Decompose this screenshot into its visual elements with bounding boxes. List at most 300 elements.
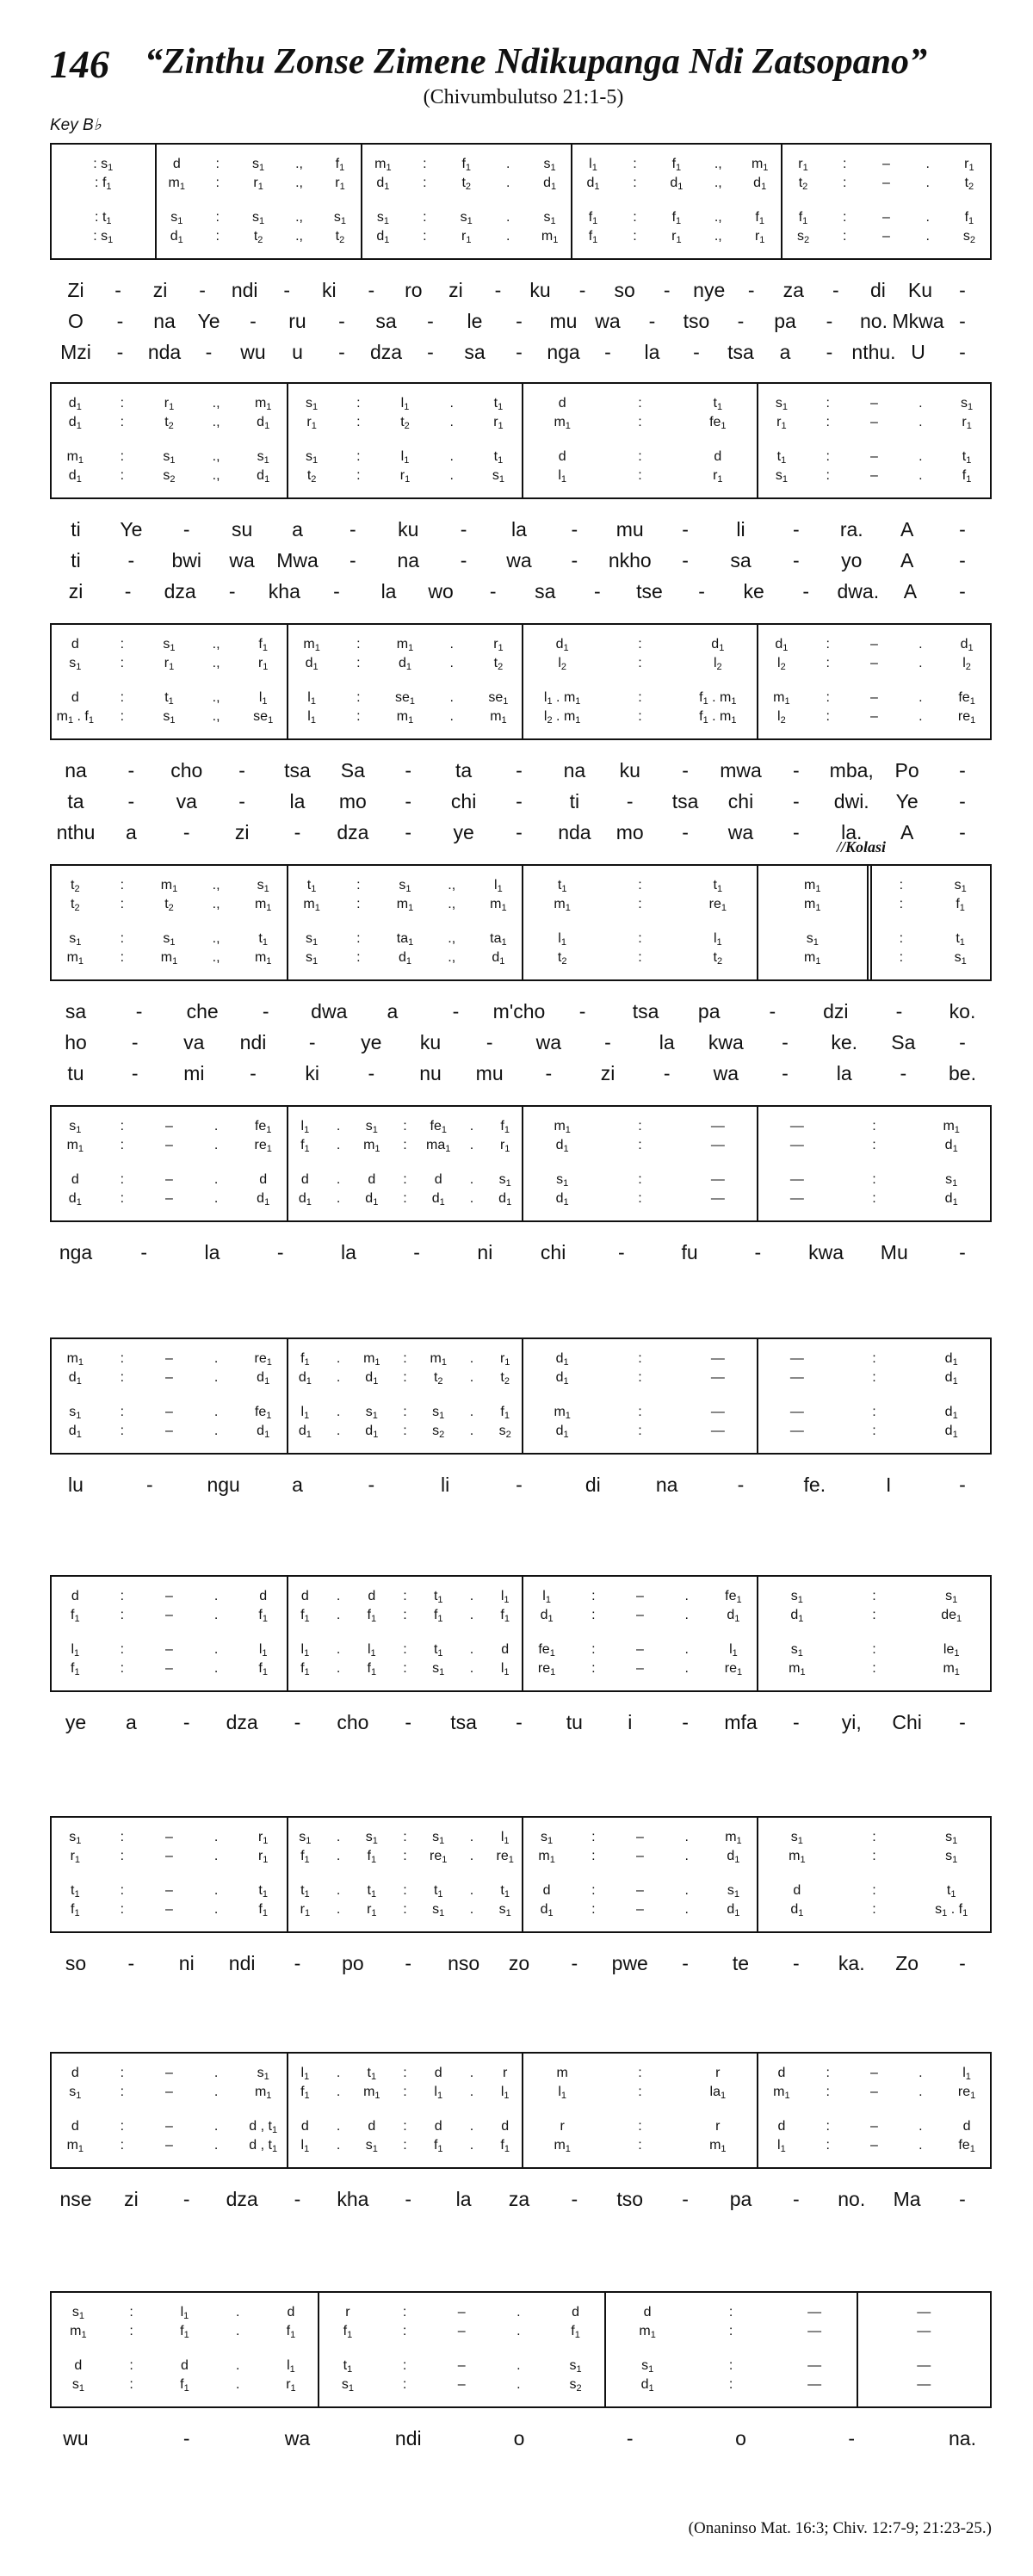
syllable: o [735,2427,746,2449]
soprano-line: $m_1$ [804,878,821,894]
hyphen: - [182,2188,190,2210]
syllable: tsa [727,341,754,363]
measure [522,384,757,497]
lyric-line [50,279,992,305]
soprano-line: d . d : $t_1$ . $l_1$ [300,1589,510,1605]
bass-line: $re_1$ : – . $re_1$ [537,1661,743,1677]
syllable: ni [477,1241,493,1263]
tenor-line: d : $t_1$ [793,1883,956,1900]
syllable: mi [183,1062,205,1084]
syllable: chi [727,790,754,812]
syllable: dwa [311,1000,348,1022]
hyphen: - [250,1062,257,1084]
syllable: su [231,518,253,541]
hyphen: - [124,580,132,602]
hyphen: - [571,549,578,571]
bass-line: $d_1$ : $t_2$ ., $t_2$ [170,229,345,245]
lyric-line [50,518,992,544]
measure [757,384,990,497]
syllable: wu [63,2427,89,2449]
syllable: ye [453,821,474,843]
hyphen: - [205,341,213,363]
tenor-line: $s_1$ : $l_1$ . $t_1$ [306,449,504,466]
soprano-line: $d_1$ : – . $d_1$ [775,637,974,653]
measure [52,2054,287,2167]
hyphen: - [959,518,966,541]
bass-line: $d_1$ : $s_2$ ., $d_1$ [68,468,270,485]
hyphen: - [802,580,810,602]
syllable: tse [636,580,663,602]
tenor-line: $s_1$ : $s_1$ ., $s_1$ [170,210,347,226]
measure [52,1107,287,1220]
syllable: U [911,341,925,363]
hyphen: - [793,549,800,571]
bass-line: $r_1$ . $r_1$ : $s_1$ . $s_1$ [300,1902,511,1918]
measure [287,866,522,979]
soprano-line: $t_1$ : $t_1$ [557,878,723,894]
music-system [50,1816,992,1978]
bass-line: $d_1$ . $d_1$ : $s_2$ . $s_2$ [298,1424,511,1440]
syllable: po [342,1952,364,1974]
hyphen: - [405,790,412,812]
alto-line: — [917,2324,931,2338]
bass-line: $m_1$ : – . d , $t_1$ [66,2138,278,2154]
syllable: ke. [831,1031,857,1053]
hyphen: - [145,1473,153,1496]
measure [604,2293,857,2406]
measure [155,145,361,258]
alto-line: $d_1$ . $d_1$ : $t_2$ . $t_2$ [298,1370,510,1387]
alto-line: $m_1$ : — [639,2324,822,2340]
syllable: sa [464,341,486,363]
syllable: la [340,1241,356,1263]
syllable: ye [361,1031,382,1053]
soprano-line: $m_1$ : – . $re_1$ [66,1351,272,1368]
syllable: zi [234,821,250,843]
lyrics-block [50,759,992,847]
syllable: ti [71,549,81,571]
hyphen: - [769,1000,776,1022]
syllable: pa [697,1000,721,1022]
music-system [50,382,992,606]
measure [52,1818,287,1931]
measure [757,1107,990,1220]
hyphen: - [489,580,497,602]
soprano-line: $m_1$ : $f_1$ . $s_1$ [374,157,556,173]
measure [52,1577,287,1690]
measure [757,2054,990,2167]
footer-reference: (Onaninso Mat. 16:3; Chiv. 12:7-9; 21:23-25.) [688,2519,992,2537]
syllable: pwe [611,1952,648,1974]
soprano-line: $s_1$ : $s_1$ [790,1830,958,1846]
bass-line: $l_2$ : – . $re_1$ [777,709,976,726]
measure [52,145,155,258]
music-system [50,143,992,367]
measure [287,1339,522,1453]
soprano-line: d : $s_1$ ., $f_1$ [172,157,345,173]
syllable: sa [535,580,556,602]
tenor-line: : $t_1$ [95,210,112,226]
lyric-line [50,2188,992,2214]
hyphen: - [959,341,966,363]
syllable: ta [455,759,473,781]
syllable: nga [59,1241,93,1263]
soprano-line: d : $t_1$ [558,396,723,412]
syllable: za [782,279,804,301]
syllable: nga [547,341,580,363]
syllable: nda [558,821,591,843]
hyphen: - [682,821,689,843]
tenor-line: $f_1$ : – . $f_1$ [798,210,974,226]
tenor-line: $s_1$ [806,931,819,948]
syllable: li [736,518,745,541]
alto-line: $m_1$ : $re_1$ [554,897,727,913]
syllable: mba, [829,759,874,781]
hyphen: - [114,279,121,301]
hyphen: - [826,341,833,363]
syllable: nso [448,1952,480,1974]
tonic-solfa-staff [50,382,992,499]
alto-line: $d_1$ : $t_2$ ., $d_1$ [68,415,270,431]
syllable: che [186,1000,219,1022]
hyphen: - [127,790,135,812]
syllable: kwa [808,1241,844,1263]
syllable: va [176,790,197,812]
syllable: Mu [880,1241,908,1263]
hyphen: - [516,1711,523,1733]
hyphen: - [959,759,966,781]
tenor-line: d : d . $l_1$ [74,2358,295,2375]
lyric-line [50,1241,992,1267]
lyric-line [50,759,992,785]
hyphen: - [131,1062,139,1084]
syllable: la [289,790,306,812]
soprano-line: d : $s_1$ ., $f_1$ [71,637,268,653]
syllable: ki [305,1062,319,1084]
alto-line: $l_1$ : $la_1$ [558,2085,727,2101]
soprano-line: m : r [556,2066,721,2080]
lyrics-block [50,2427,992,2453]
hyphen: - [682,1952,689,1974]
tenor-line: — : $d_1$ [789,1405,958,1421]
syllable: ni [178,1952,195,1974]
syllable: ru [288,310,306,332]
syllable: nda [147,341,182,363]
tenor-line: $t_1$ . $t_1$ : $t_1$ . $t_1$ [300,1883,510,1900]
hyphen: - [333,580,340,602]
bass-line: : $s_1$ [93,229,114,245]
tenor-line: $l_1$ . $l_1$ : $t_1$ . d [300,1642,510,1659]
soprano-line: $l_1$ . $t_1$ : d . r [300,2066,508,2082]
syllable: na [153,310,176,332]
tenor-line: d : – . d [71,1172,268,1187]
hyphen: - [276,1241,284,1263]
measure [867,866,990,979]
hyphen: - [832,279,839,301]
tenor-line: $f_1$ : $f_1$ ., $f_1$ [588,210,764,226]
syllable: Ye [120,518,143,541]
measure [287,1107,522,1220]
tenor-line: $m_1$ : $s_1$ ., $s_1$ [66,449,269,466]
hyphen: - [127,549,135,571]
syllable: Ku [907,279,933,301]
soprano-line: — : $m_1$ [789,1119,960,1135]
hyphen: - [698,580,705,602]
syllable: mwa [720,759,762,781]
syllable: kwa [708,1031,744,1053]
tenor-line: $l_1$ : – . $l_1$ [71,1642,268,1659]
measure [287,384,522,497]
hyphen: - [626,2427,634,2449]
measure [287,625,522,738]
syllable: Zi [67,279,84,301]
syllable: ku [619,759,640,781]
syllable: dza [226,1711,258,1733]
hyphen: - [516,821,523,843]
measure [757,1577,990,1690]
measure [757,1818,990,1931]
syllable: I [885,1473,892,1496]
hyphen: - [959,1473,966,1496]
tonic-solfa-staff [50,2291,992,2408]
hyphen: - [182,518,190,541]
syllable: nthu. [851,341,896,363]
alto-line: : $f_1$ [95,176,112,192]
hyphen: - [427,310,434,332]
alto-line: $m_1$ : – . $d_1$ [538,1849,740,1865]
syllable: ndi [239,1031,267,1053]
tenor-line: $l_1$ : $l_1$ [558,931,722,948]
tonic-solfa-staff [50,1337,992,1455]
hyphen: - [182,1711,190,1733]
alto-line: $f_1$ . $f_1$ : $f_1$ . $f_1$ [300,1608,510,1624]
alto-line: $d_1$ : $t_2$ . $d_1$ [376,176,557,192]
lyric-line [50,1062,992,1088]
syllable: la [455,2188,472,2210]
syllable: la [511,518,527,541]
syllable: wa [727,821,754,843]
tenor-line: $s_1$ : — [556,1172,725,1189]
bass-line: $d_1$ . $d_1$ : $d_1$ . $d_1$ [298,1191,512,1208]
music-system [50,838,992,1088]
bass-line: $s_2$ : – . $s_2$ [796,229,975,245]
alto-line: $m_1$ : $f_1$ . $f_1$ [70,2324,296,2340]
syllable: ko. [949,1000,976,1022]
syllable: di [869,279,886,301]
tenor-line: — : $s_1$ [789,1172,958,1189]
syllable: dwi. [833,790,869,812]
alto-line: $f_1$ . $m_1$ : $l_1$ . $l_1$ [300,2085,510,2101]
lyrics-block [50,1952,992,1978]
hyphen: - [349,549,356,571]
bass-line: $f_1$ : – . $f_1$ [71,1902,268,1918]
syllable: nse [59,2188,92,2210]
hyphen: - [228,580,236,602]
hyphen: - [663,1062,671,1084]
tonic-solfa-staff [50,623,992,740]
music-system [50,623,992,847]
bass-line: $s_1$ : $d_1$ ., $d_1$ [306,950,505,967]
hyphen: - [663,279,671,301]
syllable: zi [152,279,168,301]
syllable: bwi [171,549,202,571]
hyphen: - [460,518,467,541]
soprano-line: $r_1$ : – . $r_1$ [798,157,974,173]
syllable: wo [428,580,454,602]
hyphen: - [338,310,345,332]
syllable: chi [450,790,477,812]
tenor-line: $s_1$ : – . $fe_1$ [69,1405,272,1421]
syllable: a [125,821,137,843]
syllable: tsa [284,759,311,781]
lyrics-block [50,1473,992,1499]
syllable: lu [68,1473,84,1496]
syllable: ti [71,518,81,541]
soprano-line: $s_1$ : $l_1$ . $t_1$ [306,396,504,412]
hyphen: - [368,279,375,301]
hyphen: - [959,2188,966,2210]
soprano-line: $t_1$ : $s_1$ ., $l_1$ [306,878,503,894]
hyphen: - [135,1000,143,1022]
hyphen: - [826,310,833,332]
bass-line: $l_1$ : $m_1$ . $m_1$ [307,709,507,726]
syllable: ho [65,1031,87,1053]
syllable: na. [949,2427,976,2449]
hyphen: - [793,790,800,812]
hyphen: - [793,821,800,843]
hyphen: - [618,1241,625,1263]
syllable: Ma [893,2188,921,2210]
bass-line: $f_1$ : $r_1$ ., $r_1$ [588,229,765,245]
soprano-line: $l_1$ . $s_1$ : $fe_1$ . $f_1$ [300,1119,510,1135]
hyphen: - [116,341,124,363]
hyphen: - [238,759,245,781]
measure [287,2054,522,2167]
hyphen: - [959,790,966,812]
lyric-line [50,341,992,367]
chorus-marker: //Kolasi [837,838,887,856]
syllable: a [387,1000,399,1022]
syllable: a [125,1711,137,1733]
syllable: mu [475,1062,504,1084]
soprano-line: $d_1$ : $d_1$ [555,637,725,653]
hyphen: - [116,310,124,332]
hyphen: - [182,2427,190,2449]
syllable: la. [841,821,863,843]
bass-line: $t_2$ : $t_2$ [557,950,723,967]
syllable: Mkwa [892,310,944,332]
tenor-line: $l_1$ : $se_1$ . $se_1$ [307,690,509,707]
syllable: yo [841,549,863,571]
syllable: wa [713,1062,739,1084]
hyphen: - [693,341,700,363]
hyphen: - [283,279,291,301]
hyphen: - [578,279,586,301]
syllable: cho [337,1711,369,1733]
syllable: pa [774,310,796,332]
hyphen: - [793,518,800,541]
hyphen: - [571,1952,578,1974]
measure [522,625,757,738]
bass-line: $d_1$ : — [555,1424,725,1440]
hyphen: - [604,1031,611,1053]
tenor-line: $s_1$ : $s_1$ ., $t_1$ [69,931,268,948]
syllable: o [513,2427,525,2449]
alto-line: $r_1$ : – . $r_1$ [70,1849,269,1865]
syllable: be. [949,1062,976,1084]
syllable: di [585,1473,601,1496]
music-system [50,1575,992,1737]
hyphen: - [959,1031,966,1053]
soprano-line: $s_1$ : – . $s_1$ [775,396,974,412]
soprano-line: $t_2$ : $m_1$ ., $s_1$ [71,878,269,894]
tenor-line: $m_1$ : — [554,1405,725,1421]
hyphen: - [959,310,966,332]
alto-line: $d_1$ : — [555,1370,725,1387]
measure [781,145,990,258]
soprano-line: : $s_1$ [899,878,967,894]
alto-line: $f_1$ . $m_1$ : $ma_1$ . $r_1$ [300,1138,510,1154]
tonic-solfa-staff [50,1105,992,1222]
hymn-title: “Zinthu Zonse Zimene Ndikupanga Ndi Zatsopano” [145,42,927,82]
measure [52,625,287,738]
syllable: Sa [891,1031,916,1053]
tenor-line: $t_1$ : – . $t_1$ [776,449,972,466]
tonic-solfa-staff [50,864,992,981]
syllable: na [65,759,87,781]
lyrics-block [50,279,992,367]
syllable: yi, [841,1711,862,1733]
syllable: A [900,549,914,571]
tonic-solfa-staff [50,1816,992,1933]
bass-line: — [917,2377,931,2392]
soprano-line: — : $d_1$ [789,1351,958,1368]
tenor-line: d : – . d [777,2119,971,2134]
tonic-solfa-staff [50,1575,992,1692]
hyphen: - [793,759,800,781]
alto-line: $r_1$ : – . $r_1$ [776,415,972,431]
hyphen: - [682,2188,689,2210]
hyphen: - [486,1031,493,1053]
hyphen: - [682,518,689,541]
hyphen: - [959,821,966,843]
bass-line: $t_2$ : $r_1$ . $s_1$ [306,468,504,485]
measure [571,145,781,258]
hyphen: - [959,580,966,602]
music-system [50,2291,992,2453]
hyphen: - [308,1031,316,1053]
syllable: so [65,1952,87,1974]
alto-line: $m_1$ : $s_1$ [789,1849,958,1865]
syllable: ke [743,580,764,602]
bass-line: $m_1$ . $f_1$ : $s_1$ ., $se_1$ [56,709,274,726]
hyphen: - [571,2188,578,2210]
tenor-line: $l_1$ . $m_1$ : $f_1$ . $m_1$ [543,690,737,707]
soprano-line: d : – . d [71,1589,268,1603]
tenor-line: r : r [560,2119,721,2134]
lyric-line [50,1031,992,1057]
syllable: li [441,1473,450,1496]
alto-line: $m_1$ : – . $re_1$ [66,1138,272,1154]
hyphen: - [959,279,966,301]
syllable: dzi [823,1000,849,1022]
syllable: zo [508,1952,530,1974]
syllable: zi [68,580,84,602]
syllable: a [292,518,303,541]
syllable: i [628,1711,633,1733]
syllable: Po [894,759,919,781]
measure [318,2293,604,2406]
